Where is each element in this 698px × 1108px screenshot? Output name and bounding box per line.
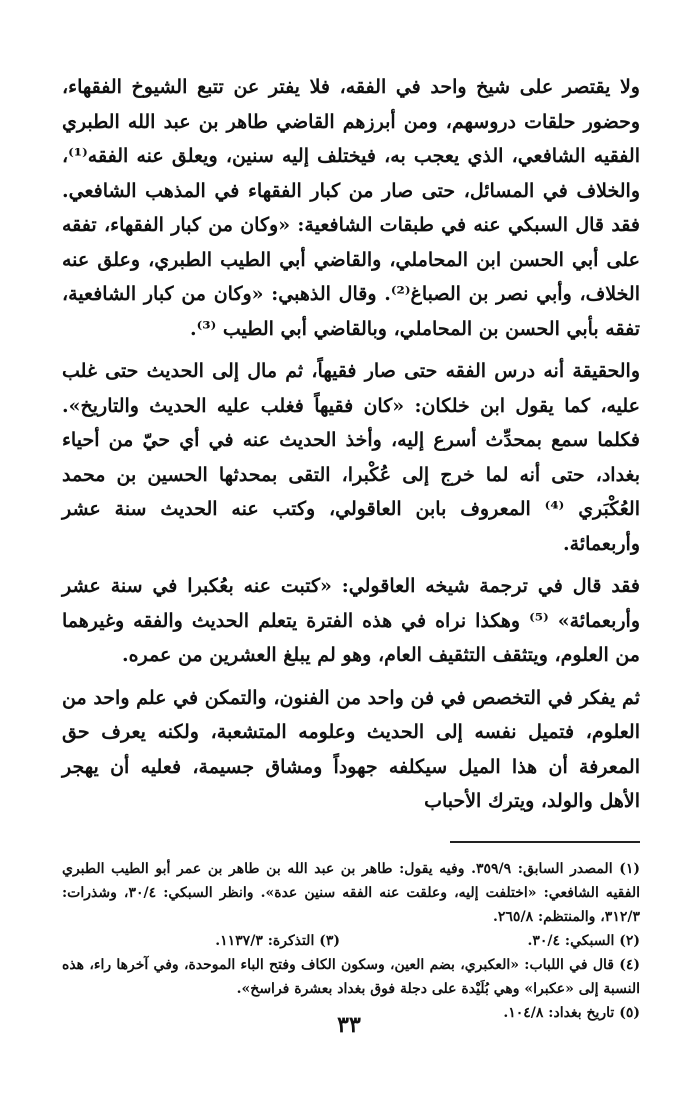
- paragraph-4: ثم يفكر في التخصص في فن واحد من الفنون، والتمكن في علم واحد من العلوم، فتميل نفسه إلى الحديث وعلومه المتشعبة، ولكنه يعرف حق المعرفة أن هذا الميل سيكلفه جهوداً ومشاق جسيمة، فعليه أن يهجر الأهل والولد، ويترك الأحباب: [62, 686, 640, 812]
- footnotes: [62, 857, 640, 1025]
- footnote-4: (٤) قال في اللباب: «العكبري، بضم العين، وسكون الكاف وفتح الباء الموحدة، وفي آخرها راء، هذه النسبة إلى «عكبرا» وهي بُلَيْدة على دجلة فوق بغداد بعشرة فراسخ».: [62, 956, 640, 997]
- paragraph-2: والحقيقة أنه درس الفقه حتى صار فقيهاً، ثم مال إلى الحديث حتى غلب عليه، كما يقول ابن خلكان: «كان فقيهاً فغلب عليه الحديث والتاريخ». فكلما سمع بمحدِّث أسرع إليه، وأخذ الحديث عنه في أي حيّ من أحياء بغداد، حتى أنه لما خرج إلى عُكْبرا، التقى بمحدثها الحسين بن محمد العُكْبَري ⁽⁴⁾ المعروف بابن العاقولي، وكتب عنه الحديث سنة عشر وأربعمائة.: [62, 360, 641, 555]
- footnote-3: (٣) التذكرة: ١١٣٧/٣.: [215, 932, 340, 949]
- footnote-1: (١) المصدر السابق: ٣٥٩/٩. وفيه يقول: طاهر بن عبد الله بن طاهر بن عمر أبو الطيب الطبري الفقيه الشافعي: «اختلفت إليه، وعلقت عنه الفقه سنين عدة». وانظر السبكي: ٣٠/٤، وشذرات: ٣١٢/٣، والمنتظم: ٢٦٥/٨.: [62, 860, 640, 925]
- footnote-row-2-3: [62, 929, 640, 953]
- main-text: [62, 70, 640, 819]
- footnote-2: (٢) السبكي: ٣٠/٤.: [527, 932, 640, 949]
- page-number: ٣٣: [337, 1012, 361, 1038]
- paragraph-3: فقد قال في ترجمة شيخه العاقولي: «كتبت عنه بعُكبرا في سنة عشر وأربعمائة» ⁽⁵⁾ وهكذا نراه في هذه الفترة يتعلم الحديث والفقه وغيرهما من العلوم، ويتثقف التثقيف العام، وهو لم يبلغ العشرين من عمره.: [62, 575, 641, 666]
- footnote-divider: [450, 841, 640, 843]
- paragraph-1: ولا يقتصر على شيخ واحد في الفقه، فلا يفتر عن تتبع الشيوخ الفقهاء، وحضور حلقات دروسهم، ومن أبرزهم القاضي طاهر بن عبد الله الطبري الفقيه الشافعي، الذي يعجب به، فيختلف إليه سنين، ويعلق عنه الفقه⁽¹⁾، والخلاف في المسائل، حتى صار من كبار الفقهاء في المذهب الشافعي. فقد قال السبكي عنه في طبقات الشافعية: «وكان من كبار الفقهاء، تفقه على أبي الحسن ابن المحاملي، والقاضي أبي الطيب الطبري، وعلق عنه الخلاف، وأبي نصر بن الصباغ⁽²⁾. وقال الذهبي: «وكان من كبار الشافعية، تفقه بأبي الحسن بن المحاملي، وبالقاضي أبي الطيب ⁽³⁾.: [62, 76, 640, 340]
- footnote-5: (٥) تاريخ بغداد: ١٠٤/٨.: [503, 1004, 640, 1021]
